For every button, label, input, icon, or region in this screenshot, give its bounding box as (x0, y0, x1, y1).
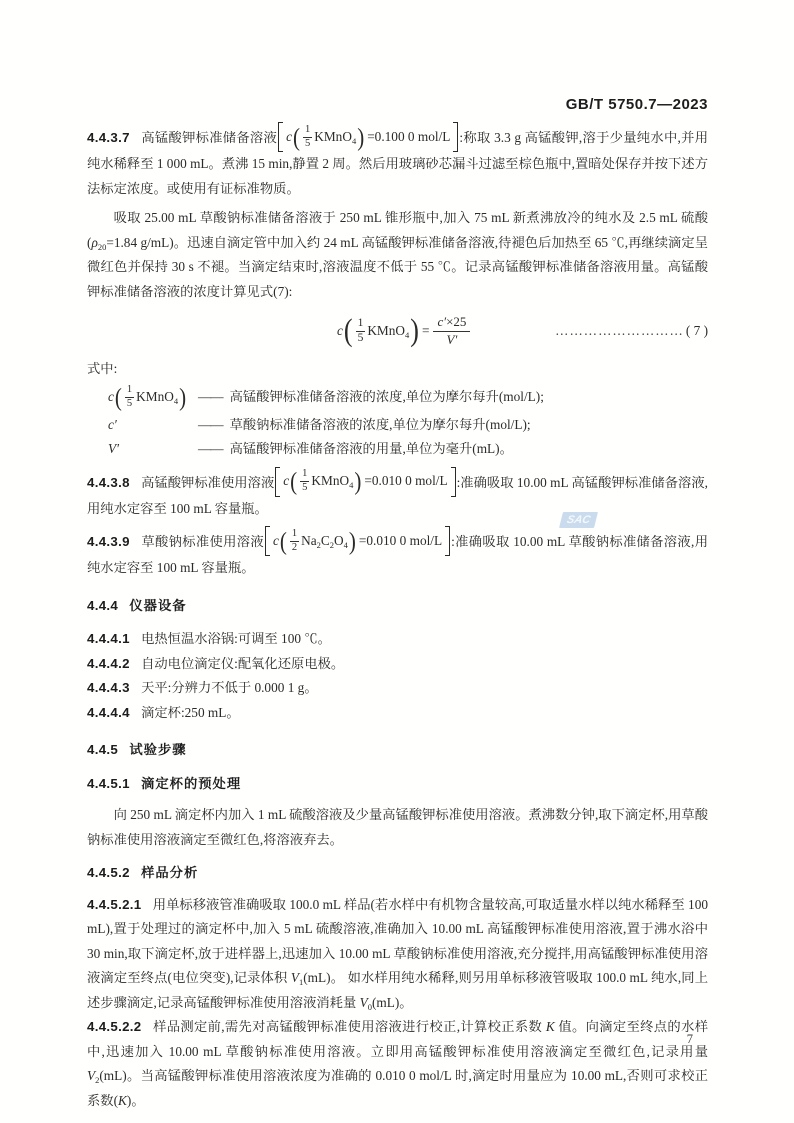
chemical-species (367, 319, 409, 344)
species-o: O (334, 532, 344, 548)
right-square-bracket (445, 526, 450, 556)
where-term-c-prime (87, 413, 708, 438)
species-subscript: 4 (349, 480, 354, 491)
heading-number: 4.4.5.2 (87, 865, 130, 880)
fraction-numerator: 1 (300, 468, 309, 482)
definition-dash: —— (198, 441, 223, 456)
concentration-value: =0.010 0 mol/L (358, 532, 443, 548)
clause-lead-text: 草酸钠标准使用溶液 (141, 534, 264, 549)
clause-body-text-cont2: (mL)。当高锰酸钾标准使用溶液浓度为准确的 0.010 0 mol/L 时,滴定时用量应为 10.00 mL,否则可求校正系数( (87, 1068, 708, 1108)
term-description: 草酸钠标准储备溶液的浓度,单位为摩尔每升(mol/L); (229, 416, 531, 432)
clause-4-4-5-2-2 (87, 1015, 708, 1113)
equipment-item (87, 701, 708, 726)
item-number: 4.4.4.1 (87, 631, 130, 646)
symbol-k: K (118, 1092, 127, 1108)
definition-dash: —— (198, 416, 223, 432)
symbol-c-prime: c′ (437, 314, 447, 330)
left-paren: ( (343, 313, 353, 348)
item-text: 天平:分辨力不低于 0.000 1 g。 (141, 680, 318, 695)
left-paren: ( (290, 466, 298, 496)
clause-body-text-end: )。 (126, 1092, 145, 1108)
term-description: 高锰酸钾标准储备溶液的浓度,单位为摩尔每升(mol/L); (229, 388, 544, 404)
equation-number-tail (555, 319, 708, 344)
species-text: KMnO (314, 128, 352, 144)
heading-number: 4.4.4 (87, 597, 119, 613)
symbol-c: c (283, 473, 290, 489)
fraction-1-5 (125, 384, 134, 410)
species-subscript: 4 (173, 395, 179, 406)
right-hand-fraction (433, 314, 470, 348)
heading-number: 4.4.5.1 (87, 775, 130, 791)
times-25: ×25 (446, 314, 467, 330)
clause-4-4-5-2-1 (87, 893, 708, 1016)
left-square-bracket (265, 526, 270, 556)
clause-4-4-3-9 (87, 526, 708, 581)
subscript-4: 4 (343, 539, 348, 550)
heading-4-4-5-1 (87, 772, 708, 797)
symbol-k: K (545, 1019, 555, 1034)
heading-number: 4.4.5 (87, 742, 119, 757)
fraction-numerator: 1 (290, 528, 299, 542)
symbol-c: c (337, 322, 343, 338)
symbol-c: c (108, 388, 114, 404)
item-number: 4.4.4.2 (87, 655, 130, 671)
clause-number: 4.4.3.7 (87, 130, 130, 145)
symbol-rho: ρ (91, 234, 98, 250)
left-paren: ( (293, 122, 300, 151)
rho-subscript: 20 (97, 241, 107, 252)
fraction-denominator: 5 (126, 397, 133, 409)
equation-number: ( 7 ) (685, 322, 708, 338)
concentration-value: =0.100 0 mol/L (367, 128, 451, 144)
right-paren: ) (348, 526, 356, 555)
v2-subscript: 2 (95, 1075, 100, 1085)
symbol-v0: V (359, 994, 368, 1010)
left-square-bracket (278, 122, 283, 152)
equation-7 (87, 310, 708, 352)
fraction-denominator: 2 (291, 541, 298, 553)
where-term-v-prime (87, 437, 708, 462)
clause-body-text: 样品测定前,需先对高锰酸钾标准使用溶液进行校正,计算校正系数 (152, 1019, 546, 1034)
clause-body-text: :准确吸取 10.00 mL 草酸钠标准储备溶液,用纯水定容至 100 mL 容量瓶。 (87, 534, 708, 575)
heading-4-4-5-2 (87, 861, 708, 886)
paragraph-titration-procedure (87, 206, 708, 304)
species-na: Na (301, 532, 317, 548)
fraction-1-5 (300, 468, 309, 494)
chemical-species (301, 529, 348, 554)
symbol-v1: V (290, 970, 299, 985)
term-symbol (108, 437, 198, 462)
equipment-item (87, 627, 708, 652)
clause-4-4-3-7 (87, 122, 708, 201)
fraction-numerator: 1 (125, 384, 134, 398)
clause-number: 4.4.5.2.1 (87, 896, 142, 912)
left-paren: ( (279, 526, 287, 555)
right-paren: ) (410, 313, 419, 348)
right-paren: ) (354, 466, 362, 496)
item-number: 4.4.4.3 (87, 680, 130, 695)
term-description: 高锰酸钾标准储备溶液的用量,单位为毫升(mL)。 (229, 441, 513, 456)
paragraph-text: 吸取 25.00 mL 草酸钠标准储备溶液于 250 mL 锥形瓶中,加入 75 mL 新煮沸放冷的纯水及 2.5 mL 硫酸( (87, 210, 708, 250)
equation-7-formula (337, 314, 470, 348)
item-text: 滴定杯:250 mL。 (141, 704, 240, 720)
fraction-denominator: 5 (357, 331, 364, 344)
term-symbol (108, 384, 198, 410)
clause-number: 4.4.5.2.2 (87, 1019, 142, 1034)
item-text: 自动电位滴定仪:配氧化还原电极。 (141, 655, 345, 671)
where-term-c-kmno4 (87, 382, 708, 413)
left-square-bracket (275, 467, 280, 497)
heading-title: 滴定杯的预处理 (141, 775, 242, 791)
fraction-numerator: 1 (303, 124, 312, 138)
right-paren: ) (357, 122, 365, 151)
species-text: KMnO (367, 322, 406, 338)
species-subscript: 4 (405, 329, 410, 340)
item-number: 4.4.4.4 (87, 704, 130, 720)
fraction-numerator: 1 (356, 317, 366, 332)
clause-body-text-end: (mL)。 (371, 994, 413, 1010)
species-text: KMnO (311, 473, 350, 489)
species-c: C (320, 532, 330, 548)
heading-4-4-5 (87, 738, 708, 763)
paragraph-cup-pretreatment: 向 250 mL 滴定杯内加入 1 mL 硫酸溶液及少量高锰酸钾标准使用溶液。煮沸数分钟,取下滴定杯,用草酸钠标准使用溶液滴定至微红色,将溶液弃去。 (87, 807, 709, 847)
inline-formula-kmno4-storage (277, 122, 459, 152)
sac-watermark-text: SAC (565, 514, 592, 526)
symbol-v-prime: V′ (446, 331, 458, 347)
species-subscript: 4 (351, 135, 357, 146)
heading-title: 仪器设备 (129, 597, 187, 613)
symbol-v2: V (87, 1068, 96, 1083)
symbol-c-prime: c′ (108, 416, 117, 432)
clause-body-text: 用单标移液管准确吸取 100.0 mL 样品(若水样中有机物含量较高,可取适量水样以纯水稀释至 100 mL),置于处理过的滴定杯中,加入 5 mL 硫酸溶液,准确加入 10.00 mL 高锰酸钾标准使用溶液,置于沸水浴中 30 min,取下滴定杯,放于进样器上,迅速加入 10.00 mL 草酸钠标准使用溶液,充分搅拌,用高锰酸钾标准使用溶液滴定至终点(电位突变),记录体积 (87, 896, 708, 985)
clause-body-text-cont: (mL)。 如水样用纯水稀释,则另用单标移液管吸取 100.0 mL 纯水,同上述步骤滴定,记录高锰酸钾标准使用溶液消耗量 (87, 970, 708, 1010)
where-intro: 式中: (87, 361, 118, 376)
item-text: 电热恒温水浴锅:可调至 100 ℃。 (141, 631, 331, 646)
chemical-species (314, 125, 356, 150)
page-number: 7 (686, 1031, 693, 1046)
left-paren: ( (114, 382, 122, 411)
fraction-1-2 (290, 528, 299, 554)
equals-sign: = (421, 322, 430, 338)
heading-title: 样品分析 (141, 865, 199, 880)
chemical-species (311, 469, 353, 494)
equipment-list (87, 627, 708, 725)
clause-lead-text: 高锰酸钾标准储备溶液 (141, 130, 278, 145)
right-paren: ) (179, 382, 187, 411)
symbol-v-prime: V′ (108, 441, 120, 456)
clause-body-text: :称取 3.3 g 高锰酸钾,溶于少量纯水中,并用纯水稀释至 1 000 mL。煮沸 15 min,静置 2 周。然后用玻璃砂芯漏斗过滤至棕色瓶中,置暗处保存并按下述方法标定浓度。或使用有证标准物质。 (87, 130, 708, 196)
definition-dash: —— (198, 388, 223, 404)
species-text: KMnO (136, 388, 174, 404)
equipment-item (87, 676, 708, 701)
clause-number: 4.4.3.9 (87, 534, 130, 549)
v1-subscript: 1 (299, 977, 304, 987)
concentration-value: =0.010 0 mol/L (364, 473, 448, 489)
subscript-2: 2 (316, 539, 321, 550)
right-square-bracket (451, 467, 456, 497)
heading-title: 试验步骤 (129, 742, 187, 757)
clause-number: 4.4.3.8 (87, 474, 130, 490)
right-square-bracket (453, 122, 458, 152)
document-header (87, 96, 708, 113)
inline-formula-na2c2o4-working (264, 526, 451, 556)
v0-subscript: 0 (367, 1001, 372, 1012)
fraction-denominator: 5 (302, 482, 308, 493)
subscript-2: 2 (329, 539, 335, 550)
chemical-species (136, 385, 178, 410)
heading-4-4-4 (87, 594, 708, 619)
clause-4-4-3-8 (87, 467, 708, 522)
clause-body-text: :准确吸取 10.00 mL 高锰酸钾标准储备溶液,用纯水定容至 100 mL 容量瓶。 (87, 474, 708, 516)
clause-body-text-cont: 值。向滴定至终点的水样中,迅速加入 10.00 mL 草酸钠标准使用溶液。立即用高锰酸钾标准使用溶液滴定至微红色,记录用量 (87, 1019, 708, 1059)
leader-dots: ……………………… (555, 322, 684, 338)
term-symbol (108, 413, 198, 438)
equipment-item (87, 652, 708, 677)
fraction-denominator (447, 332, 458, 348)
paragraph-text-cont: =1.84 g/mL)。迅速自滴定管中加入约 24 mL 高锰酸钾标准储备溶液,待褪色后加热至 65 ℃,再继续滴定呈微红色并保持 30 s 不褪。当滴定结束时,溶液温度不低于 55 ℃。记录高锰酸钾标准储备溶液用量。高锰酸钾标准储备溶液的浓度计算见式(7): (87, 234, 708, 299)
standard-code: GB/T 5750.7—2023 (565, 96, 708, 113)
fraction-denominator: 5 (305, 137, 311, 149)
symbol-c: c (272, 532, 279, 548)
symbol-c: c (286, 128, 292, 144)
fraction-numerator (433, 314, 470, 331)
clause-lead-text: 高锰酸钾标准使用溶液 (141, 474, 275, 490)
fraction-1-5 (303, 124, 312, 150)
inline-formula-kmno4-working (274, 467, 456, 497)
fraction-1-5 (356, 317, 366, 346)
